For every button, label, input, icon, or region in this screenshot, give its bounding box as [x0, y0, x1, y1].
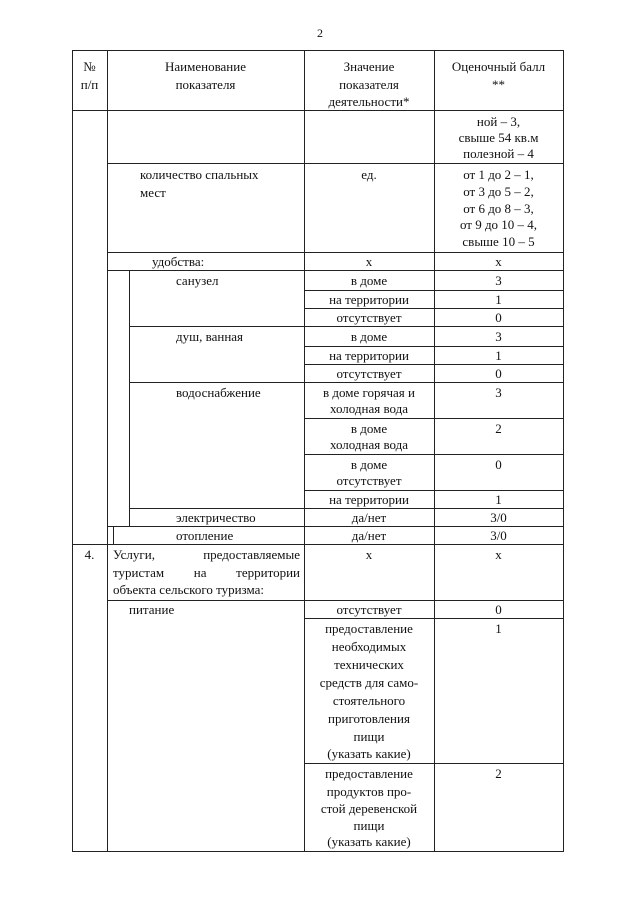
electricity-score: 3/0 [490, 510, 507, 525]
amenities-name: удобства: [152, 254, 205, 269]
amenities-value: х [365, 254, 373, 269]
header-value-line2: показателя [339, 77, 399, 92]
section-4-title-line3: объекта сельского туризма: [113, 582, 265, 597]
water-option-1-line2: холодная вода [329, 401, 409, 416]
header-value-line3: деятельности* [328, 94, 410, 109]
food-option-2-line7: пищи [353, 729, 385, 744]
food-option-1: отсутствует [336, 602, 402, 617]
area-score-line3: полезной – 4 [463, 146, 534, 161]
header-name-line2: показателя [175, 77, 236, 92]
sub-col-divider-b [113, 526, 114, 544]
sub-col-divider-a [129, 270, 130, 526]
food-score-1: 0 [495, 602, 502, 617]
row-line [107, 163, 564, 164]
food-option-2-line1: предоставление [325, 621, 413, 636]
food-option-2-line4: средств для само- [319, 675, 419, 690]
food-score-3: 2 [495, 766, 502, 781]
section-4-title-line1: Услуги, предоставляемые [113, 547, 300, 562]
page-number: 2 [317, 26, 323, 40]
beds-score-line2: от 3 до 5 – 2, [463, 184, 534, 199]
table-bottom-border [72, 851, 564, 852]
shower-name: душ, ванная [176, 329, 244, 344]
food-option-2-line2: необходимых [331, 639, 407, 654]
shower-option-1: в доме [350, 329, 388, 344]
water-option-2-line2: холодная вода [329, 437, 409, 452]
header-name-line1: Наименование [165, 59, 246, 74]
section-4-number: 4. [84, 547, 95, 562]
water-score-4: 1 [495, 492, 502, 507]
toilet-option-2: на территории [329, 292, 409, 307]
beds-score-line3: от 6 до 8 – 3, [463, 201, 534, 216]
heating-name: отопление [176, 528, 234, 543]
water-score-1: 3 [495, 385, 502, 400]
row-line [304, 763, 564, 764]
water-score-3: 0 [495, 457, 502, 472]
food-option-3-line2: продуктов про- [326, 784, 412, 799]
food-option-2-line5: стоятельного [332, 693, 406, 708]
section-4-title-line2: туристам на территории [113, 565, 300, 580]
food-option-2-line6: приготовления [328, 711, 410, 726]
water-option-3-line2: отсутствует [336, 473, 402, 488]
food-option-2-line8: (указать какие) [327, 746, 411, 761]
shower-option-2: на территории [329, 348, 409, 363]
beds-score-line4: от 9 до 10 – 4, [459, 217, 538, 232]
toilet-score-2: 1 [495, 292, 502, 307]
beds-score-line1: от 1 до 2 – 1, [463, 167, 534, 182]
water-option-2-line1: в доме [350, 421, 388, 436]
header-num-line2: п/п [80, 77, 99, 92]
table-top-border [72, 50, 564, 51]
water-option-4: на территории [329, 492, 409, 507]
food-name: питание [129, 602, 175, 617]
table-left-border [72, 50, 73, 851]
shower-option-3: отсутствует [336, 366, 402, 381]
row-line [304, 418, 564, 419]
food-option-3-line3: стой деревенской [320, 801, 418, 816]
electricity-name: электричество [176, 510, 256, 525]
toilet-option-3: отсутствует [336, 310, 402, 325]
header-num-line1: № [83, 59, 96, 74]
amenities-score: х [495, 254, 502, 269]
heating-score: 3/0 [490, 528, 507, 543]
food-score-2: 1 [495, 621, 502, 636]
beds-name-line1: количество спальных [140, 167, 259, 182]
beds-value: ед. [361, 167, 377, 182]
electricity-value: да/нет [351, 510, 387, 525]
water-option-1-line1: в доме горячая и [323, 385, 415, 400]
area-score-line2: свыше 54 кв.м [458, 130, 539, 145]
shower-score-1: 3 [495, 329, 502, 344]
heating-value: да/нет [351, 528, 387, 543]
row-line [304, 454, 564, 455]
area-score-line1: ной – 3, [476, 114, 521, 129]
food-option-2-line3: технических [334, 657, 404, 672]
col-divider-1 [107, 50, 108, 851]
section-4-score: х [495, 547, 502, 562]
toilet-score-3: 0 [495, 310, 502, 325]
beds-name-line2: мест [140, 185, 166, 200]
water-option-3-line1: в доме [350, 457, 388, 472]
toilet-option-1: в доме [350, 273, 388, 288]
beds-score-line5: свыше 10 – 5 [462, 234, 535, 249]
food-option-3-line5: (указать какие) [327, 834, 411, 849]
water-name: водоснабжение [176, 385, 261, 400]
food-option-3-line4: пищи [353, 818, 385, 833]
section-4-value: х [365, 547, 373, 562]
water-score-2: 2 [495, 421, 502, 436]
header-score-line1: Оценочный балл [451, 59, 546, 74]
food-option-3-line1: предоставление [325, 766, 413, 781]
shower-score-3: 0 [495, 366, 502, 381]
header-score-line2: ** [492, 77, 505, 92]
toilet-name: санузел [176, 273, 219, 288]
toilet-score-1: 3 [495, 273, 502, 288]
table-right-border [563, 50, 564, 851]
shower-score-2: 1 [495, 348, 502, 363]
header-value-line1: Значение [343, 59, 395, 74]
